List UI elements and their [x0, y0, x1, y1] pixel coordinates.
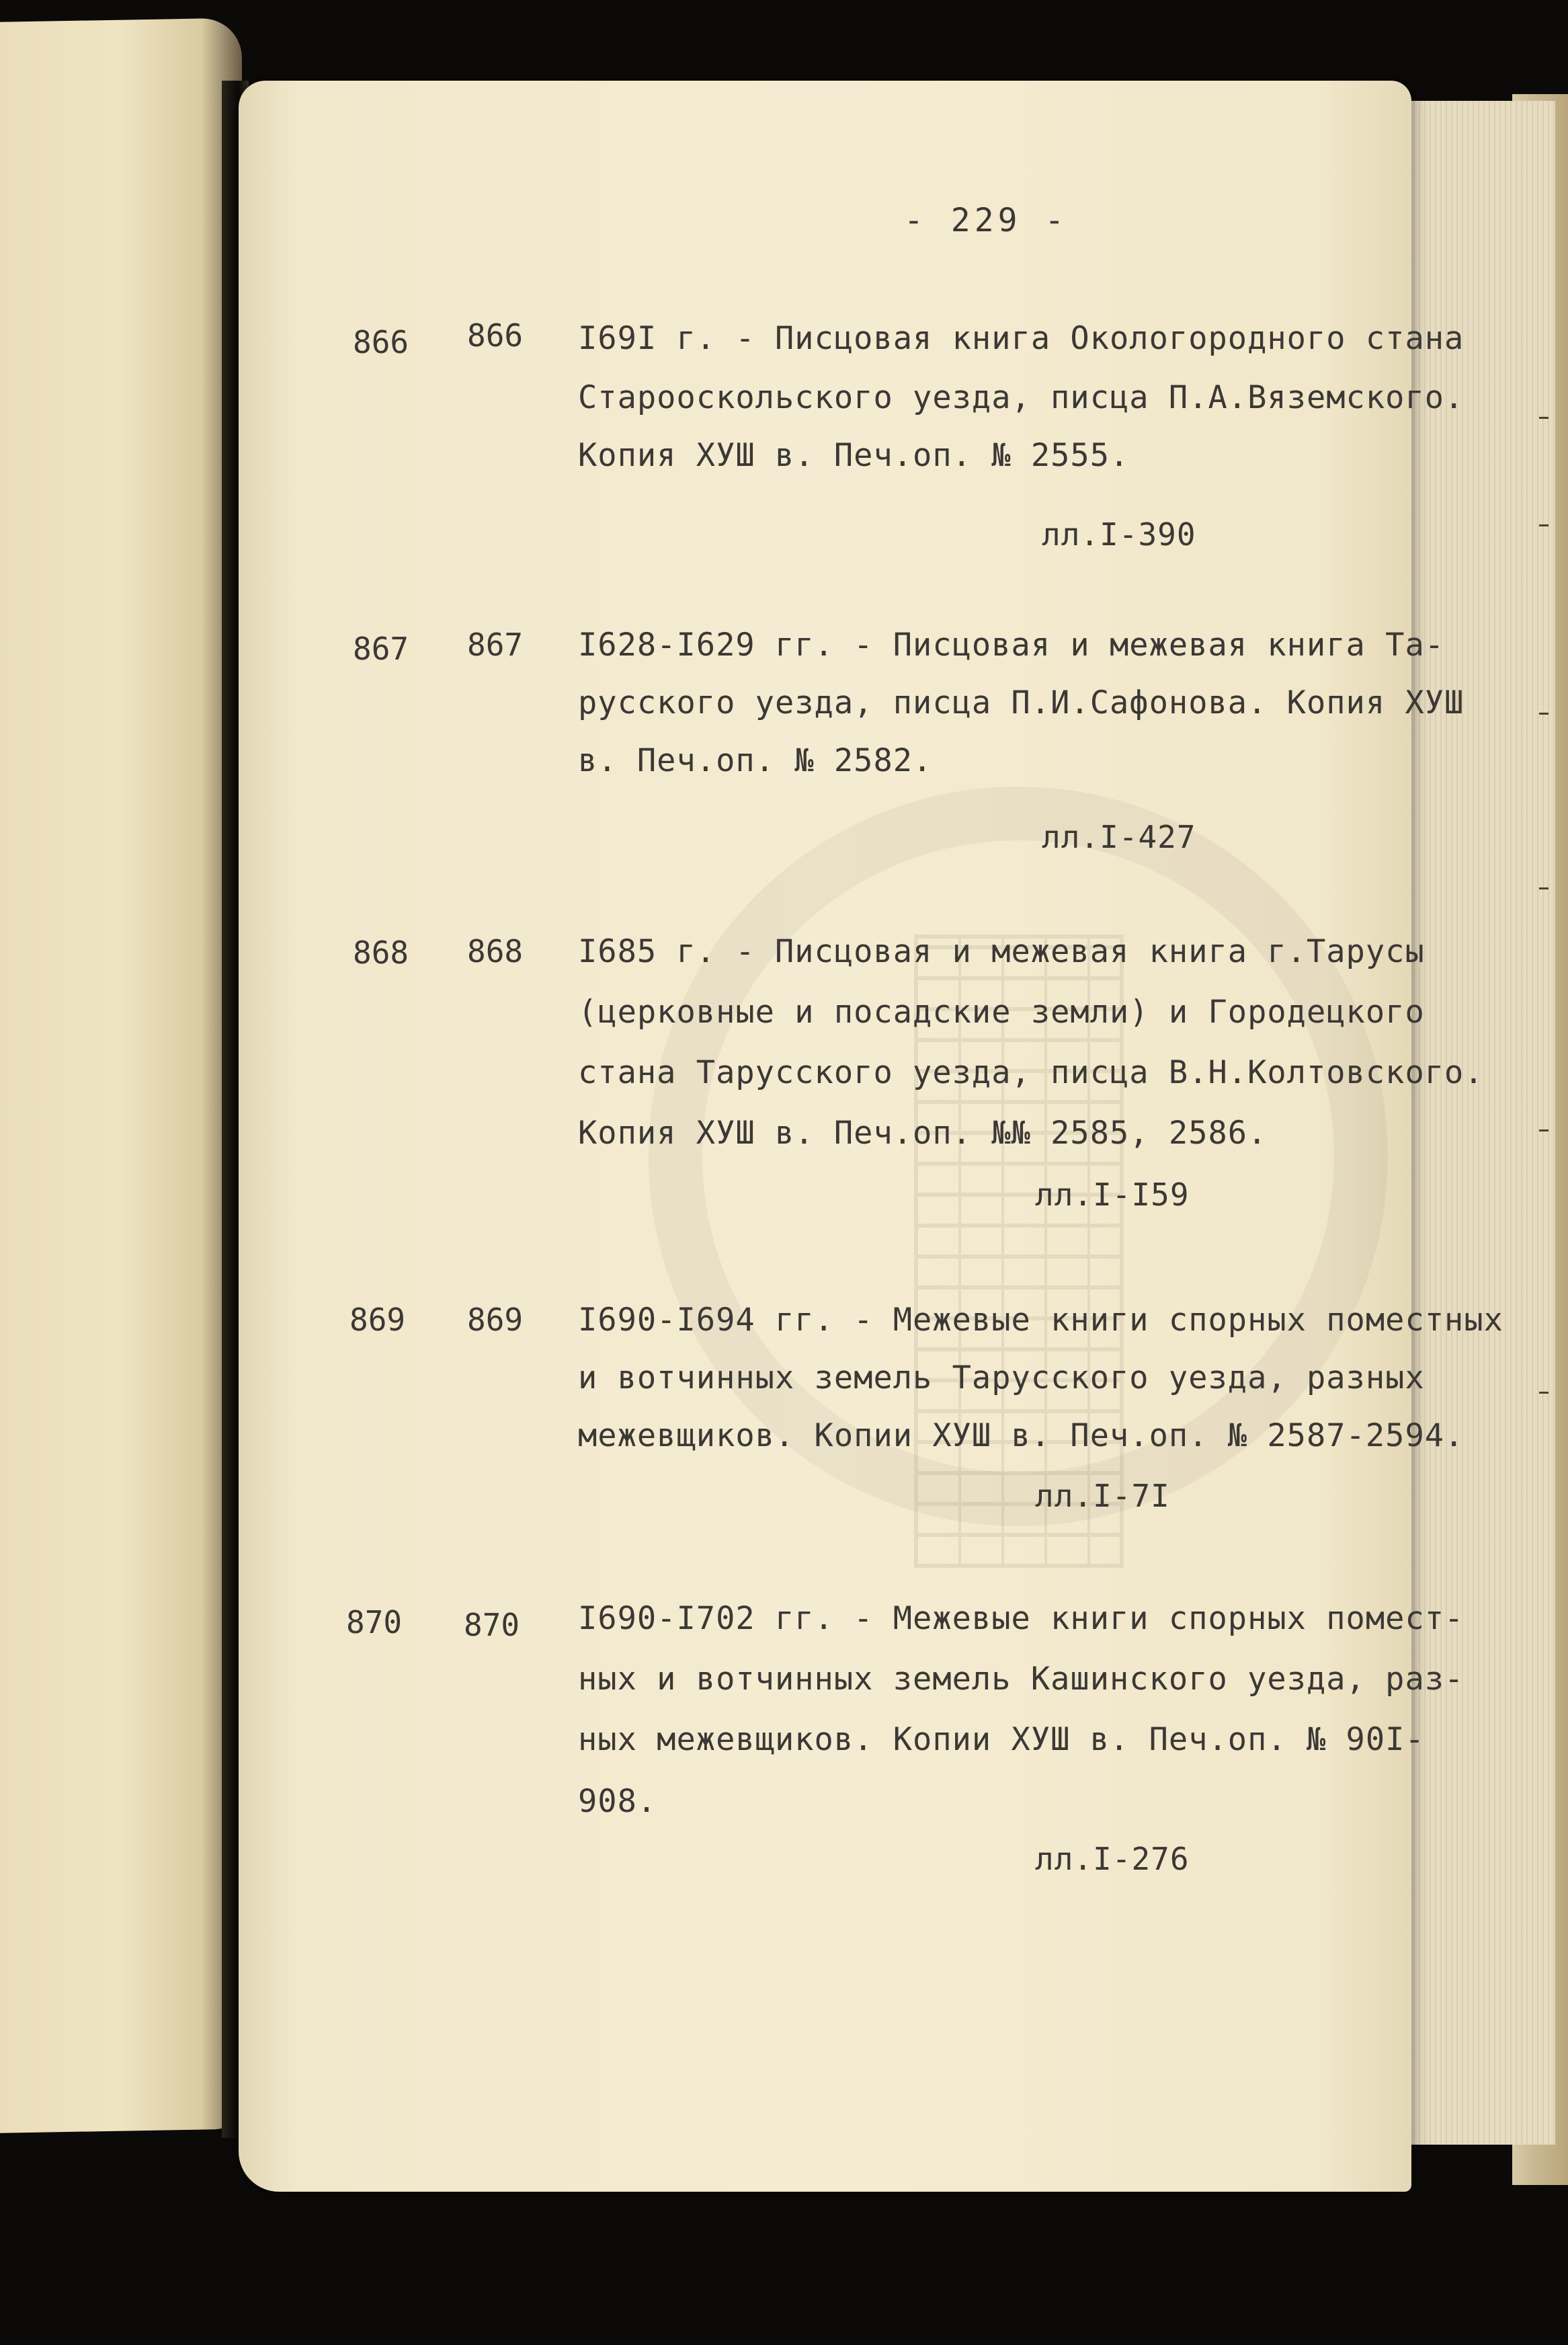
document-page	[239, 81, 1503, 2192]
entry-sheets: лл.I-390	[1042, 516, 1196, 553]
entry-text-line: Копия ХУШ в. Печ.оп. №№ 2585, 2586.	[578, 1115, 1268, 1152]
entry-text-line: 908.	[578, 1783, 657, 1820]
entry-text-line: и вотчинных земель Тарусского уезда, разных	[578, 1359, 1425, 1396]
entry-text-line: ных межевщиков. Копии ХУШ в. Печ.оп. № 90I-	[578, 1721, 1425, 1758]
page-edge-mark	[1539, 1392, 1549, 1394]
page-edge-mark	[1539, 887, 1549, 889]
entry-text-line: Копия ХУШ в. Печ.оп. № 2555.	[578, 437, 1130, 474]
entry-number-old: 867	[353, 631, 409, 667]
entry-text-line: I628-I629 гг. - Писцовая и межевая книга Та-	[578, 627, 1445, 664]
page-number: - 229 -	[904, 202, 1069, 239]
entry-text-line: (церковные и посадские земли) и Городецкого	[578, 994, 1425, 1031]
entry-number-old: 866	[353, 324, 409, 360]
entry-number-new: 866	[467, 317, 524, 354]
entry-number-new: 869	[467, 1302, 524, 1338]
entry-text-line: I690-I702 гг. - Межевые книги спорных помест-	[578, 1600, 1464, 1637]
page-edge-mark	[1539, 417, 1549, 419]
entry-text-line: в. Печ.оп. № 2582.	[578, 742, 933, 779]
entry-text-line: I685 г. - Писцовая и межевая книга г.Тарусы	[578, 933, 1425, 970]
entry-sheets: лл.I-276	[1035, 1841, 1190, 1877]
entry-text-line: ных и вотчинных земель Кашинского уезда, раз-	[578, 1661, 1464, 1698]
page-edge-mark	[1539, 524, 1549, 526]
entry-number-old: 869	[349, 1302, 406, 1338]
entry-sheets: лл.I-7I	[1035, 1478, 1170, 1514]
entry-text-line: межевщиков. Копии ХУШ в. Печ.оп. № 2587-2594.	[578, 1417, 1464, 1454]
entry-text-line: I690-I694 гг. - Межевые книги спорных поместных	[578, 1302, 1503, 1339]
entry-text-line: русского уезда, писца П.И.Сафонова. Копия ХУШ	[578, 684, 1464, 721]
entry-sheets: лл.I-427	[1042, 819, 1196, 855]
entry-number-new: 867	[467, 627, 524, 663]
entry-number-new: 870	[464, 1607, 520, 1643]
page-edge-mark	[1539, 713, 1549, 715]
entry-number-old: 868	[353, 935, 409, 971]
entry-text-line: Старооскольского уезда, писца П.А.Вяземского.	[578, 379, 1464, 416]
entry-text-line: I69I г. - Писцовая книга Окологородного стана	[578, 320, 1464, 357]
entry-text-line: стана Тарусского уезда, писца В.Н.Колтовского.	[578, 1054, 1484, 1091]
page-edge-mark	[1539, 1129, 1549, 1131]
entry-number-old: 870	[346, 1604, 403, 1640]
entry-number-new: 868	[467, 933, 524, 969]
entry-sheets: лл.I-I59	[1035, 1177, 1190, 1213]
left-page	[0, 18, 242, 2134]
